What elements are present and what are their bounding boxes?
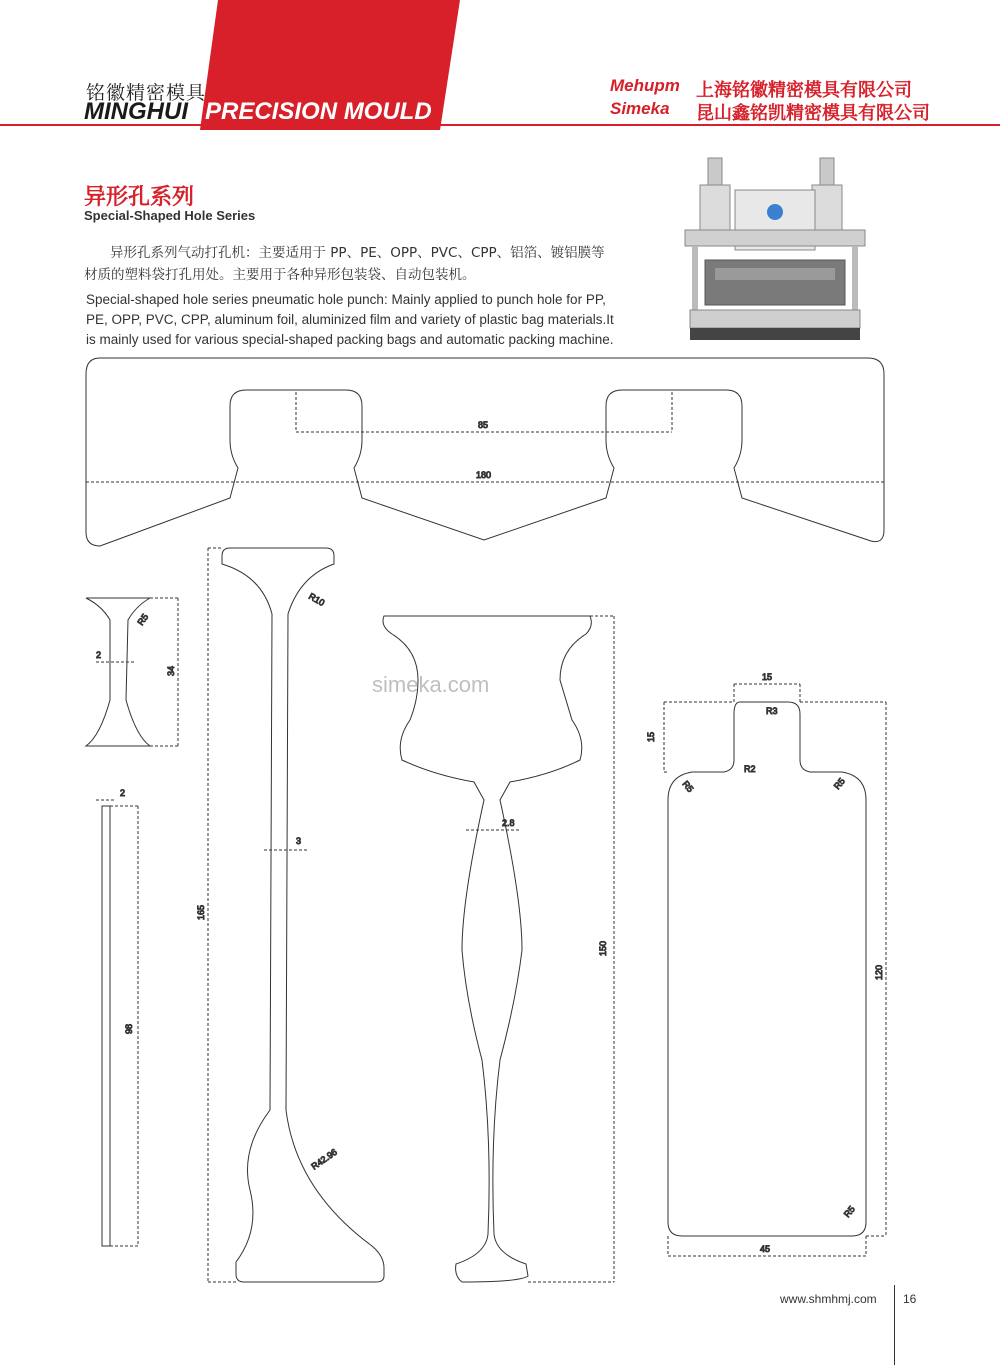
dim-bone-radius-bottom: R42.96 xyxy=(309,1146,339,1172)
dim-bottle-width: 45 xyxy=(760,1244,771,1254)
dim-bottle-height: 120 xyxy=(874,964,884,980)
dim-bottle-r5-left: R5 xyxy=(680,778,696,795)
vase-shape xyxy=(383,616,591,1282)
dim-bottle-r5-bottom: R5 xyxy=(841,1204,857,1220)
dim-slot-width: 2 xyxy=(120,788,126,798)
dim-i-width: 2 xyxy=(96,650,102,660)
brand-name-cn: 铭徽精密模具 xyxy=(86,82,207,104)
dim-top-outer: 180 xyxy=(476,470,492,480)
footer-separator xyxy=(894,1285,895,1365)
company-2-en: Simeka xyxy=(610,99,670,118)
bone-shape xyxy=(222,548,384,1282)
dim-bottle-r3: R3 xyxy=(766,706,778,716)
company-1-cn: 上海铭徽精密模具有限公司 xyxy=(696,80,912,101)
dim-top-inner: 85 xyxy=(478,420,489,430)
section-title-cn: 异形孔系列 xyxy=(84,185,195,210)
dim-bone-height: 165 xyxy=(196,904,206,920)
dim-vase-height: 150 xyxy=(598,940,608,956)
dim-bone-width: 3 xyxy=(296,836,302,846)
company-2-cn: 昆山鑫铭凯精密模具有限公司 xyxy=(696,103,930,124)
top-hanger-shape xyxy=(86,358,884,546)
page-number: 16 xyxy=(903,1292,917,1306)
dim-vase-width: 2.8 xyxy=(502,818,515,828)
dim-i-height: 34 xyxy=(166,665,176,676)
footer-url: www.shmhmj.com xyxy=(780,1292,877,1306)
dim-i-radius: R5 xyxy=(135,611,151,628)
brand-name-minghui: MINGHUI xyxy=(84,98,188,125)
watermark: simeka.com xyxy=(372,672,490,697)
dim-bone-radius-top: R10 xyxy=(307,591,327,608)
dim-bottle-r5-right: R5 xyxy=(831,776,847,792)
dim-slot-height: 98 xyxy=(124,1023,134,1034)
dim-bottle-neck-width: 15 xyxy=(762,672,773,682)
intro-text-cn: 异形孔系列气动打孔机：主要适用于 PP、PE、OPP、PVC、CPP、铝箔、镀铝膜等材质的塑料袋打孔用处。主要用于各种异形包装袋、自动包装机。 xyxy=(84,245,605,283)
brand-name-precision-mould: PRECISION MOULD xyxy=(205,98,432,125)
dim-bottle-r2: R2 xyxy=(744,764,756,774)
section-title-en: Special-Shaped Hole Series xyxy=(84,208,256,223)
company-1-en: Mehupm xyxy=(610,76,680,95)
intro-text-en: Special-shaped hole series pneumatic hole punch: Mainly applied to punch hole for PP, PE, OPP, PVC, CPP, aluminum foil, aluminized film and variety of plastic bag materials.It is mainly used for various special-shaped packing bags and automatic packing machine. xyxy=(86,292,614,347)
dim-bottle-neck-height: 15 xyxy=(646,731,656,742)
slot-shape xyxy=(102,806,110,1246)
